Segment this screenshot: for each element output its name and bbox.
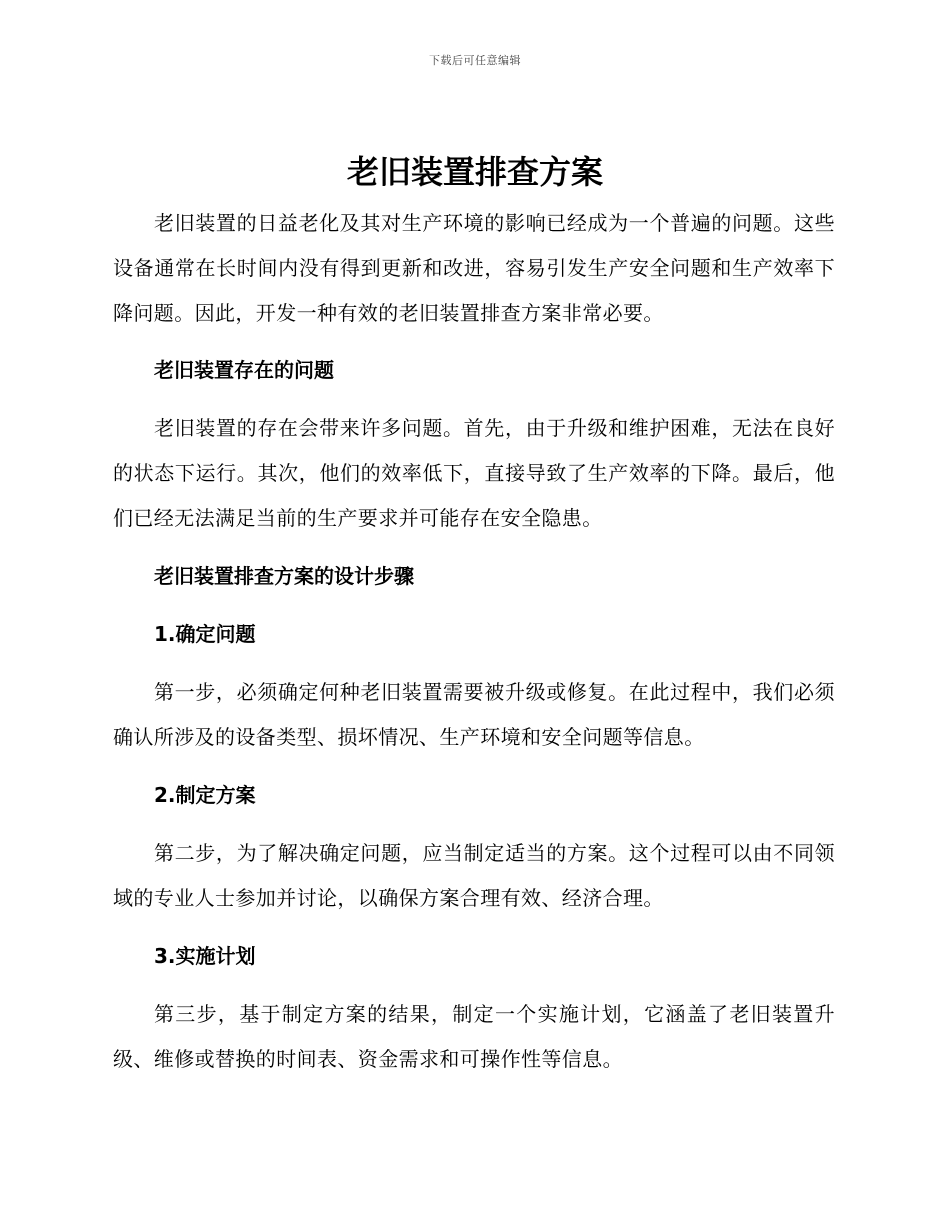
section-paragraph-problems: 老旧装置的存在会带来许多问题。首先，由于升级和维护困难，无法在良好的状态下运行。其次，他们的效率低下，直接导致了生产效率的下降。最后，他们已经无法满足当前的生产要求并可能存在安全隐患。 (113, 416, 835, 530)
section-heading-step-1: 1.确定问题 (154, 622, 256, 646)
section-paragraph-step-2: 第二步，为了解决确定问题，应当制定适当的方案。这个过程可以由不同领域的专业人士参加并讨论，以确保方案合理有效、经济合理。 (113, 841, 835, 910)
section-heading-step-2: 2.制定方案 (154, 783, 256, 807)
intro-paragraph: 老旧装置的日益老化及其对生产环境的影响已经成为一个普遍的问题。这些设备通常在长时间内没有得到更新和改进，容易引发生产安全问题和生产效率下降问题。因此，开发一种有效的老旧装置排查方案非常必要。 (113, 211, 835, 325)
document-title: 老旧装置排查方案 (346, 153, 603, 191)
section-paragraph-step-3: 第三步，基于制定方案的结果，制定一个实施计划，它涵盖了老旧装置升级、维修或替换的时间表、资金需求和可操作性等信息。 (113, 1002, 835, 1071)
section-paragraph-step-1: 第一步，必须确定何种老旧装置需要被升级或修复。在此过程中，我们必须确认所涉及的设备类型、损坏情况、生产环境和安全问题等信息。 (113, 680, 835, 749)
page-header-note: 下载后可任意编辑 (429, 54, 521, 67)
document-body (113, 201, 835, 1082)
section-heading-step-3: 3.实施计划 (154, 944, 256, 968)
section-heading-design-steps: 老旧装置排查方案的设计步骤 (154, 564, 414, 588)
section-heading-problems: 老旧装置存在的问题 (154, 358, 334, 382)
